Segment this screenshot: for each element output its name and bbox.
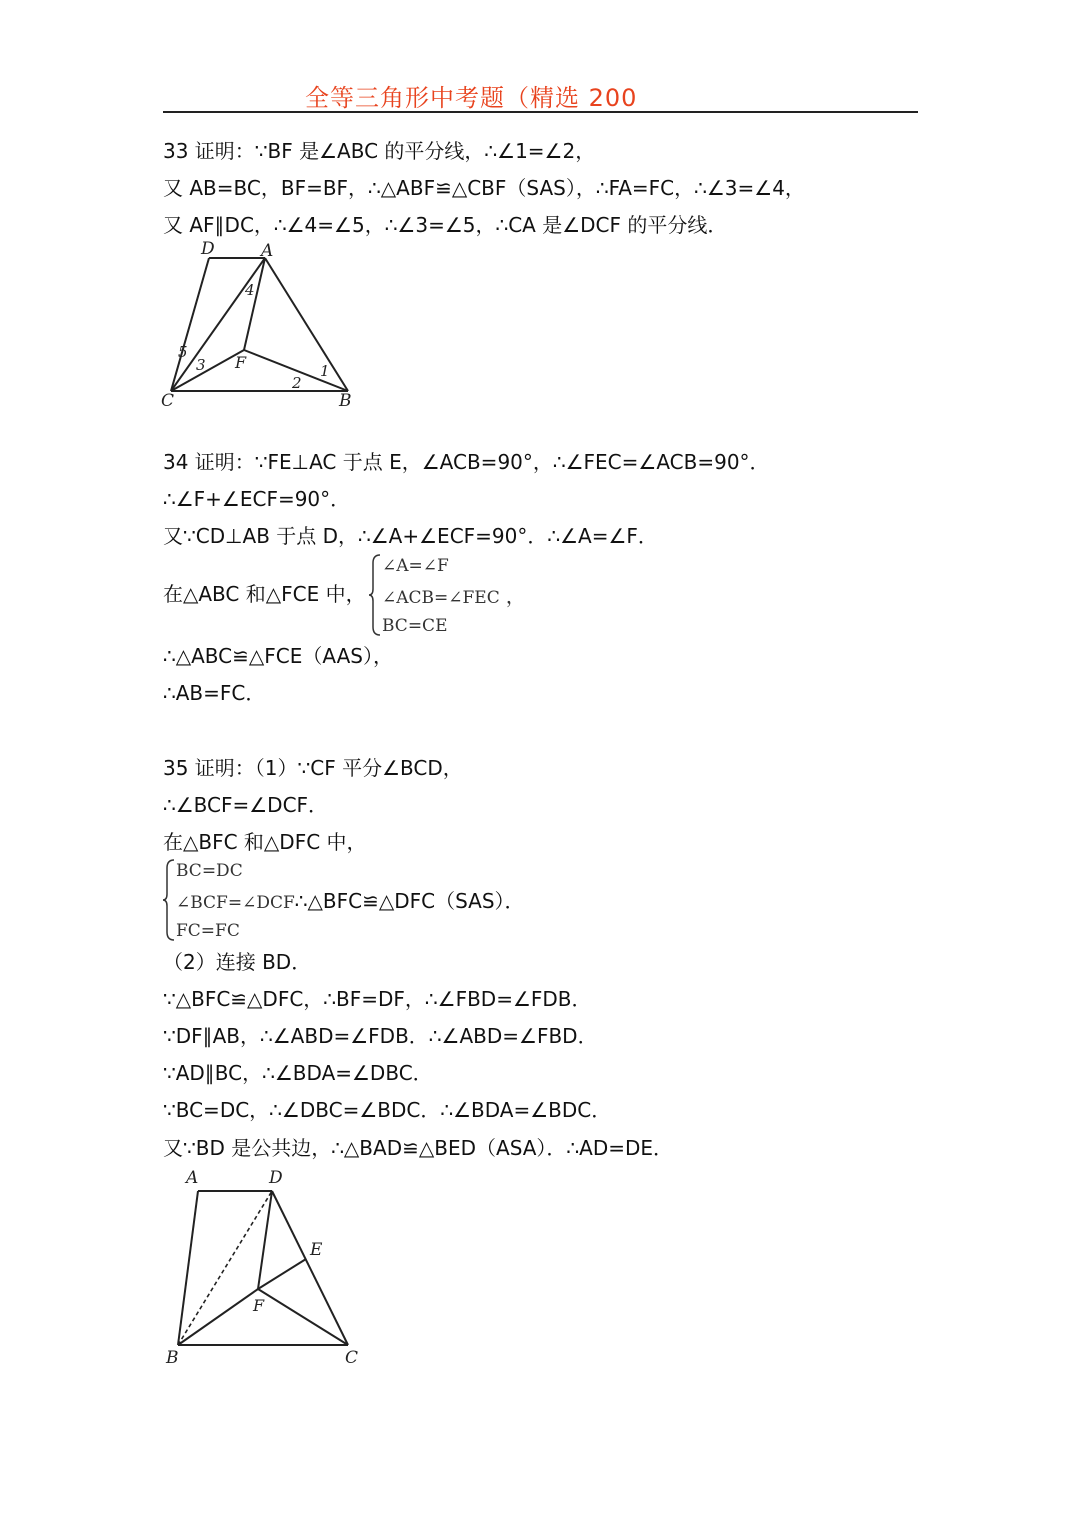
p35-label-E: E [310,1240,323,1260]
p34-equation-system [382,551,526,641]
p35-sys-row-2 [176,886,525,916]
p35-seg-BD-dashed [178,1191,272,1345]
p35-line-9: 又∵BD 是公共边，∴△BAD≌△BED（ASA）．∴AD=DE． [163,1136,674,1160]
p34-sys-row-3: BC=CE [382,616,448,636]
p34-line-4: 在△ABC 和△FCE 中， [163,582,366,606]
p35-line-6: ∵DF∥AB，∴∠ABD=∠FDB．∴∠ABD=∠FBD． [163,1024,598,1048]
p33-line-1: 33 证明：∵BF 是∠ABC 的平分线，∴∠1=∠2， [163,139,596,163]
p33-line-3: 又 AF∥DC，∴∠4=∠5，∴∠3=∠5，∴CA 是∠DCF 的平分线． [163,213,728,237]
p35-sys-row-3: FC=FC [176,921,240,941]
p33-line-2: 又 AB=BC，BF=BF，∴△ABF≌△CBF（SAS），∴FA=FC，∴∠3=∠4， [163,176,805,200]
p35-line-5: ∵△BFC≌△DFC，∴BF=DF，∴∠FBD=∠FDB． [163,987,592,1011]
p35-seg-AB [178,1191,198,1345]
p35-sys-row-1: BC=DC [176,861,243,881]
p34-line-5: ∴△ABC≌△FCE（AAS）， [163,644,393,668]
p35-line-2: ∴∠BCF=∠DCF． [163,793,329,817]
p35-line-3: 在△BFC 和△DFC 中， [163,830,367,854]
p33-label-A: A [261,241,274,261]
p34-sys-row-2-text: ∠ACB=∠FEC [382,588,500,608]
p33-label-B: B [339,391,352,410]
p35-label-A: A [186,1168,199,1188]
p35-figure [160,1165,370,1375]
p33-label-5: 5 [178,343,188,361]
p35-label-F: F [253,1296,265,1315]
p33-seg-AC [171,258,265,391]
p33-label-C: C [161,391,175,410]
p34-sys-suffix: ， [505,584,526,608]
p33-label-D: D [201,239,215,259]
p34-line-6: ∴AB=FC． [163,681,266,705]
page-header-title: 全等三角形中考题（精选 200 [305,84,638,112]
p35-sys-suffix: ∴△BFC≌△DFC（SAS）． [294,889,525,913]
p35-seg-DF [258,1191,272,1289]
header-rule [163,111,918,113]
p34-line-3: 又∵CD⊥AB 于点 D，∴∠A+∠ECF=90°．∴∠A=∠F． [163,524,658,548]
p34-brace [368,553,382,637]
p33-label-F: F [235,353,247,372]
p35-sys-row-2-text: ∠BCF=∠DCF [176,893,295,913]
p34-line-2: ∴∠F+∠ECF=90°． [163,487,351,511]
p34-sys-row-1: ∠A=∠F [382,556,449,576]
p35-brace [162,858,176,942]
p35-line-4: （2）连接 BD． [163,950,312,974]
p33-label-3: 3 [196,356,206,374]
p33-label-4: 4 [245,281,255,299]
p35-line-8: ∵BC=DC，∴∠DBC=∠BDC．∴∠BDA=∠BDC． [163,1098,612,1122]
p35-line-7: ∵AD∥BC，∴∠BDA=∠DBC． [163,1061,433,1085]
p35-seg-FE [258,1259,306,1289]
p34-sys-row-2 [382,581,526,611]
p35-label-B: B [166,1348,179,1368]
p33-seg-AB [265,258,348,391]
p35-line-1: 35 证明：（1）∵CF 平分∠BCD， [163,756,463,780]
p35-label-D: D [269,1168,283,1188]
p35-label-C: C [345,1348,359,1368]
p35-seg-BF [178,1289,258,1345]
p33-label-1: 1 [320,362,330,380]
p33-label-2: 2 [292,374,302,392]
p35-equation-system [176,856,525,946]
p33-figure [155,238,365,410]
p34-line-1: 34 证明：∵FE⊥AC 于点 E，∠ACB=90°，∴∠FEC=∠ACB=90°． [163,450,770,474]
